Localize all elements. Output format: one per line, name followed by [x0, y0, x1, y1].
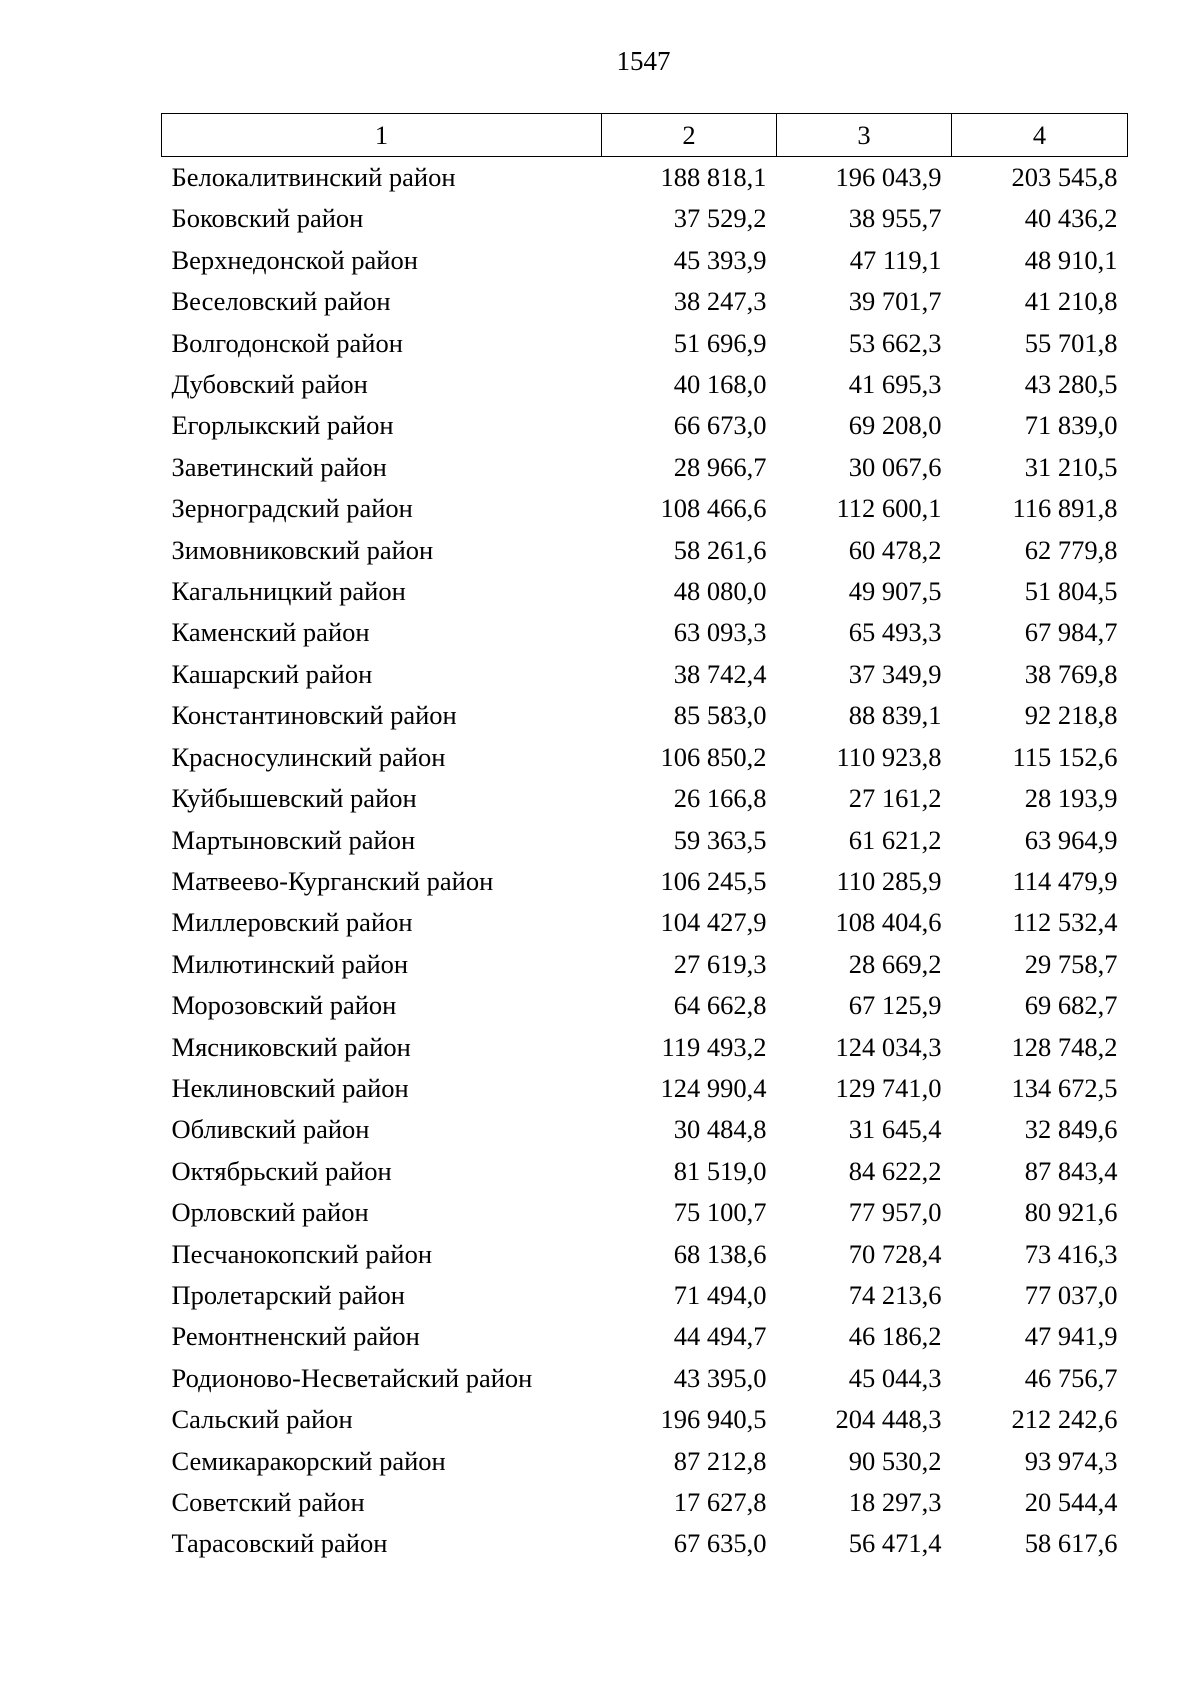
- value-col-4-cell: 28 193,9: [1024, 783, 1118, 814]
- district-name-cell: Тарасовский район: [171, 1528, 388, 1559]
- value-col-2-cell: 67 635,0: [673, 1528, 767, 1559]
- value-col-2-cell: 30 484,8: [673, 1114, 767, 1145]
- district-name-cell: Октябрьский район: [171, 1155, 392, 1186]
- table-row: [162, 157, 1128, 199]
- value-col-4-cell: 29 758,7: [1024, 948, 1118, 979]
- value-col-2-cell: 119 493,2: [661, 1031, 767, 1062]
- value-col-2-cell: 66 673,0: [673, 410, 767, 441]
- value-col-2-cell: 188 818,1: [660, 162, 767, 192]
- value-col-4-cell: 63 964,9: [1024, 824, 1118, 855]
- table-row: [162, 861, 1128, 902]
- value-col-3-cell: 74 213,6: [848, 1279, 942, 1310]
- value-col-4-cell: 48 910,1: [1024, 244, 1118, 275]
- district-name-cell: Волгодонской район: [171, 327, 403, 358]
- table-row: [162, 323, 1128, 364]
- value-col-3-cell: 110 923,8: [836, 741, 942, 772]
- value-col-2-cell: 85 583,0: [673, 700, 767, 731]
- value-col-4-cell: 32 849,6: [1024, 1114, 1118, 1145]
- header-col-1: 1: [162, 114, 602, 157]
- district-name-cell: Пролетарский район: [171, 1279, 405, 1310]
- value-col-4-cell: 134 672,5: [1011, 1072, 1118, 1103]
- table-row: [162, 1399, 1128, 1440]
- value-col-3-cell: 47 119,1: [849, 244, 942, 275]
- value-col-3-cell: 204 448,3: [835, 1404, 942, 1435]
- table-row: [162, 1316, 1128, 1357]
- district-name-cell: Куйбышевский район: [171, 783, 417, 814]
- district-name-cell: Кагальницкий район: [171, 576, 406, 607]
- value-col-4-cell: 47 941,9: [1024, 1321, 1118, 1352]
- value-col-4-cell: 116 891,8: [1012, 493, 1118, 524]
- table-row: [162, 364, 1128, 405]
- page-number: 1547: [616, 46, 671, 76]
- value-col-3-cell: 56 471,4: [848, 1528, 942, 1559]
- table-row: [162, 240, 1128, 281]
- value-col-3-cell: 38 955,7: [848, 203, 942, 234]
- value-col-2-cell: 17 627,8: [673, 1487, 767, 1517]
- table-row: [162, 695, 1128, 736]
- value-col-4-cell: 38 769,8: [1024, 658, 1118, 689]
- table-row: [162, 1027, 1128, 1068]
- value-col-2-cell: 26 166,8: [673, 783, 767, 814]
- value-col-2-cell: 71 494,0: [673, 1279, 767, 1310]
- value-col-4-cell: 115 152,6: [1012, 741, 1118, 772]
- table-row: [162, 820, 1128, 861]
- value-col-3-cell: 61 621,2: [848, 824, 942, 855]
- value-col-4-cell: 69 682,7: [1024, 990, 1118, 1021]
- value-col-2-cell: 68 138,6: [673, 1238, 767, 1269]
- header-col-3: 3: [777, 114, 952, 157]
- value-col-3-cell: 39 701,7: [848, 286, 942, 317]
- table-row: [162, 571, 1128, 612]
- header-row: [162, 114, 1128, 157]
- value-col-3-cell: 53 662,3: [848, 327, 942, 358]
- table-row: [162, 944, 1128, 985]
- value-col-4-cell: 51 804,5: [1024, 576, 1118, 607]
- value-col-3-cell: 18 297,3: [848, 1487, 942, 1517]
- header-col-2: 2: [602, 114, 777, 157]
- table-row: [162, 1151, 1128, 1192]
- value-col-2-cell: 108 466,6: [660, 493, 767, 524]
- district-name-cell: Мясниковский район: [171, 1031, 411, 1062]
- value-col-2-cell: 44 494,7: [673, 1321, 767, 1352]
- table-row: [162, 1441, 1128, 1482]
- district-name-cell: Морозовский район: [171, 990, 397, 1021]
- value-col-3-cell: 70 728,4: [848, 1238, 942, 1269]
- value-col-4-cell: 67 984,7: [1024, 617, 1118, 648]
- header-col-4: 4: [952, 114, 1128, 157]
- value-col-2-cell: 104 427,9: [660, 907, 767, 938]
- table-row: [162, 737, 1128, 778]
- table-row: [162, 198, 1128, 239]
- district-name-cell: Верхнедонской район: [171, 244, 418, 275]
- table-row: [162, 1275, 1128, 1316]
- value-col-4-cell: 58 617,6: [1024, 1528, 1118, 1559]
- value-col-3-cell: 67 125,9: [848, 990, 942, 1021]
- value-col-2-cell: 45 393,9: [673, 244, 767, 275]
- district-name-cell: Егорлыкский район: [171, 410, 394, 441]
- district-name-cell: Боковский район: [171, 203, 364, 234]
- value-col-3-cell: 196 043,9: [835, 162, 942, 192]
- value-col-2-cell: 59 363,5: [673, 824, 767, 855]
- value-col-3-cell: 28 669,2: [848, 948, 942, 979]
- value-col-2-cell: 28 966,7: [673, 451, 767, 482]
- value-col-3-cell: 31 645,4: [848, 1114, 942, 1145]
- value-col-3-cell: 46 186,2: [848, 1321, 942, 1352]
- value-col-3-cell: 129 741,0: [835, 1072, 942, 1103]
- value-col-2-cell: 64 662,8: [673, 990, 767, 1021]
- value-col-3-cell: 108 404,6: [835, 907, 942, 938]
- value-col-4-cell: 73 416,3: [1024, 1238, 1118, 1269]
- value-col-2-cell: 51 696,9: [673, 327, 767, 358]
- district-name-cell: Красносулинский район: [171, 741, 446, 772]
- value-col-4-cell: 55 701,8: [1024, 327, 1118, 358]
- district-name-cell: Каменский район: [171, 617, 370, 648]
- district-name-cell: Белокалитвинский район: [171, 162, 456, 192]
- value-col-4-cell: 92 218,8: [1024, 700, 1118, 731]
- value-col-3-cell: 49 907,5: [848, 576, 942, 607]
- value-col-4-cell: 46 756,7: [1024, 1362, 1118, 1393]
- table-row: [162, 902, 1128, 943]
- value-col-4-cell: 80 921,6: [1024, 1197, 1118, 1228]
- district-name-cell: Заветинский район: [171, 451, 387, 482]
- value-col-4-cell: 41 210,8: [1024, 286, 1118, 317]
- district-name-cell: Обливский район: [171, 1114, 370, 1145]
- value-col-2-cell: 38 742,4: [673, 658, 767, 689]
- district-name-cell: Кашарский район: [171, 658, 373, 689]
- district-name-cell: Зимовниковский район: [171, 534, 434, 565]
- district-name-cell: Дубовский район: [171, 369, 368, 400]
- district-name-cell: Матвеево-Курганский район: [171, 865, 494, 896]
- district-name-cell: Константиновский район: [171, 700, 457, 731]
- value-col-2-cell: 48 080,0: [673, 576, 767, 607]
- table-row: [162, 1482, 1128, 1523]
- value-col-2-cell: 124 990,4: [660, 1072, 767, 1103]
- value-col-4-cell: 212 242,6: [1011, 1404, 1118, 1435]
- district-name-cell: Веселовский район: [171, 286, 391, 317]
- value-col-4-cell: 93 974,3: [1024, 1445, 1118, 1476]
- district-name-cell: Неклиновский район: [171, 1072, 409, 1103]
- table-row: [162, 447, 1128, 488]
- district-name-cell: Милютинский район: [171, 948, 409, 979]
- value-col-3-cell: 30 067,6: [848, 451, 942, 482]
- value-col-2-cell: 38 247,3: [673, 286, 767, 317]
- table-row: [162, 405, 1128, 446]
- district-name-cell: Зерноградский район: [171, 493, 413, 524]
- value-col-2-cell: 106 850,2: [660, 741, 767, 772]
- value-col-4-cell: 128 748,2: [1011, 1031, 1118, 1062]
- value-col-3-cell: 69 208,0: [848, 410, 942, 441]
- value-col-3-cell: 27 161,2: [848, 783, 942, 814]
- value-col-4-cell: 43 280,5: [1024, 369, 1118, 400]
- value-col-4-cell: 31 210,5: [1024, 451, 1118, 482]
- district-name-cell: Советский район: [171, 1487, 365, 1517]
- value-col-4-cell: 112 532,4: [1012, 907, 1118, 938]
- data-table: [161, 113, 1128, 1565]
- value-col-4-cell: 203 545,8: [1011, 162, 1118, 192]
- district-name-cell: Миллеровский район: [171, 907, 413, 938]
- district-name-cell: Сальский район: [171, 1404, 353, 1435]
- value-col-4-cell: 114 479,9: [1012, 865, 1118, 896]
- value-col-3-cell: 88 839,1: [848, 700, 942, 731]
- table-row: [162, 1192, 1128, 1233]
- value-col-3-cell: 45 044,3: [848, 1362, 942, 1393]
- district-name-cell: Ремонтненский район: [171, 1321, 420, 1352]
- district-name-cell: Орловский район: [171, 1197, 369, 1228]
- table-row: [162, 985, 1128, 1026]
- value-col-3-cell: 84 622,2: [848, 1155, 942, 1186]
- value-col-4-cell: 87 843,4: [1024, 1155, 1118, 1186]
- value-col-3-cell: 60 478,2: [848, 534, 942, 565]
- value-col-4-cell: 62 779,8: [1024, 534, 1118, 565]
- value-col-3-cell: 124 034,3: [835, 1031, 942, 1062]
- value-col-4-cell: 40 436,2: [1024, 203, 1118, 234]
- value-col-4-cell: 77 037,0: [1024, 1279, 1118, 1310]
- table-row: [162, 654, 1128, 695]
- value-col-2-cell: 196 940,5: [660, 1404, 767, 1435]
- value-col-2-cell: 43 395,0: [673, 1362, 767, 1393]
- table-row: [162, 1523, 1128, 1564]
- table-row: [162, 778, 1128, 819]
- value-col-3-cell: 41 695,3: [848, 369, 942, 400]
- table-row: [162, 281, 1128, 322]
- value-col-3-cell: 110 285,9: [836, 865, 942, 896]
- value-col-2-cell: 58 261,6: [673, 534, 767, 565]
- data-table-container: [161, 113, 1127, 1565]
- table-row: [162, 1234, 1128, 1275]
- table-row: [162, 488, 1128, 529]
- value-col-3-cell: 37 349,9: [848, 658, 942, 689]
- table-body: [162, 157, 1128, 1565]
- value-col-2-cell: 87 212,8: [673, 1445, 767, 1476]
- table-row: [162, 1109, 1128, 1150]
- table-row: [162, 1358, 1128, 1399]
- value-col-2-cell: 37 529,2: [673, 203, 767, 234]
- table-row: [162, 1068, 1128, 1109]
- value-col-3-cell: 65 493,3: [848, 617, 942, 648]
- district-name-cell: Родионово-Несветайский район: [171, 1362, 533, 1393]
- value-col-4-cell: 20 544,4: [1024, 1487, 1118, 1517]
- table-header: [162, 114, 1128, 157]
- value-col-2-cell: 106 245,5: [660, 865, 767, 896]
- table-row: [162, 612, 1128, 653]
- district-name-cell: Семикаракорский район: [171, 1445, 446, 1476]
- table-row: [162, 530, 1128, 571]
- value-col-3-cell: 77 957,0: [848, 1197, 942, 1228]
- district-name-cell: Мартыновский район: [171, 824, 416, 855]
- value-col-3-cell: 90 530,2: [848, 1445, 942, 1476]
- value-col-2-cell: 63 093,3: [673, 617, 767, 648]
- value-col-2-cell: 81 519,0: [673, 1155, 767, 1186]
- value-col-2-cell: 40 168,0: [673, 369, 767, 400]
- value-col-2-cell: 27 619,3: [673, 948, 767, 979]
- value-col-3-cell: 112 600,1: [836, 493, 942, 524]
- value-col-2-cell: 75 100,7: [673, 1197, 767, 1228]
- district-name-cell: Песчанокопский район: [171, 1238, 433, 1269]
- value-col-4-cell: 71 839,0: [1024, 410, 1118, 441]
